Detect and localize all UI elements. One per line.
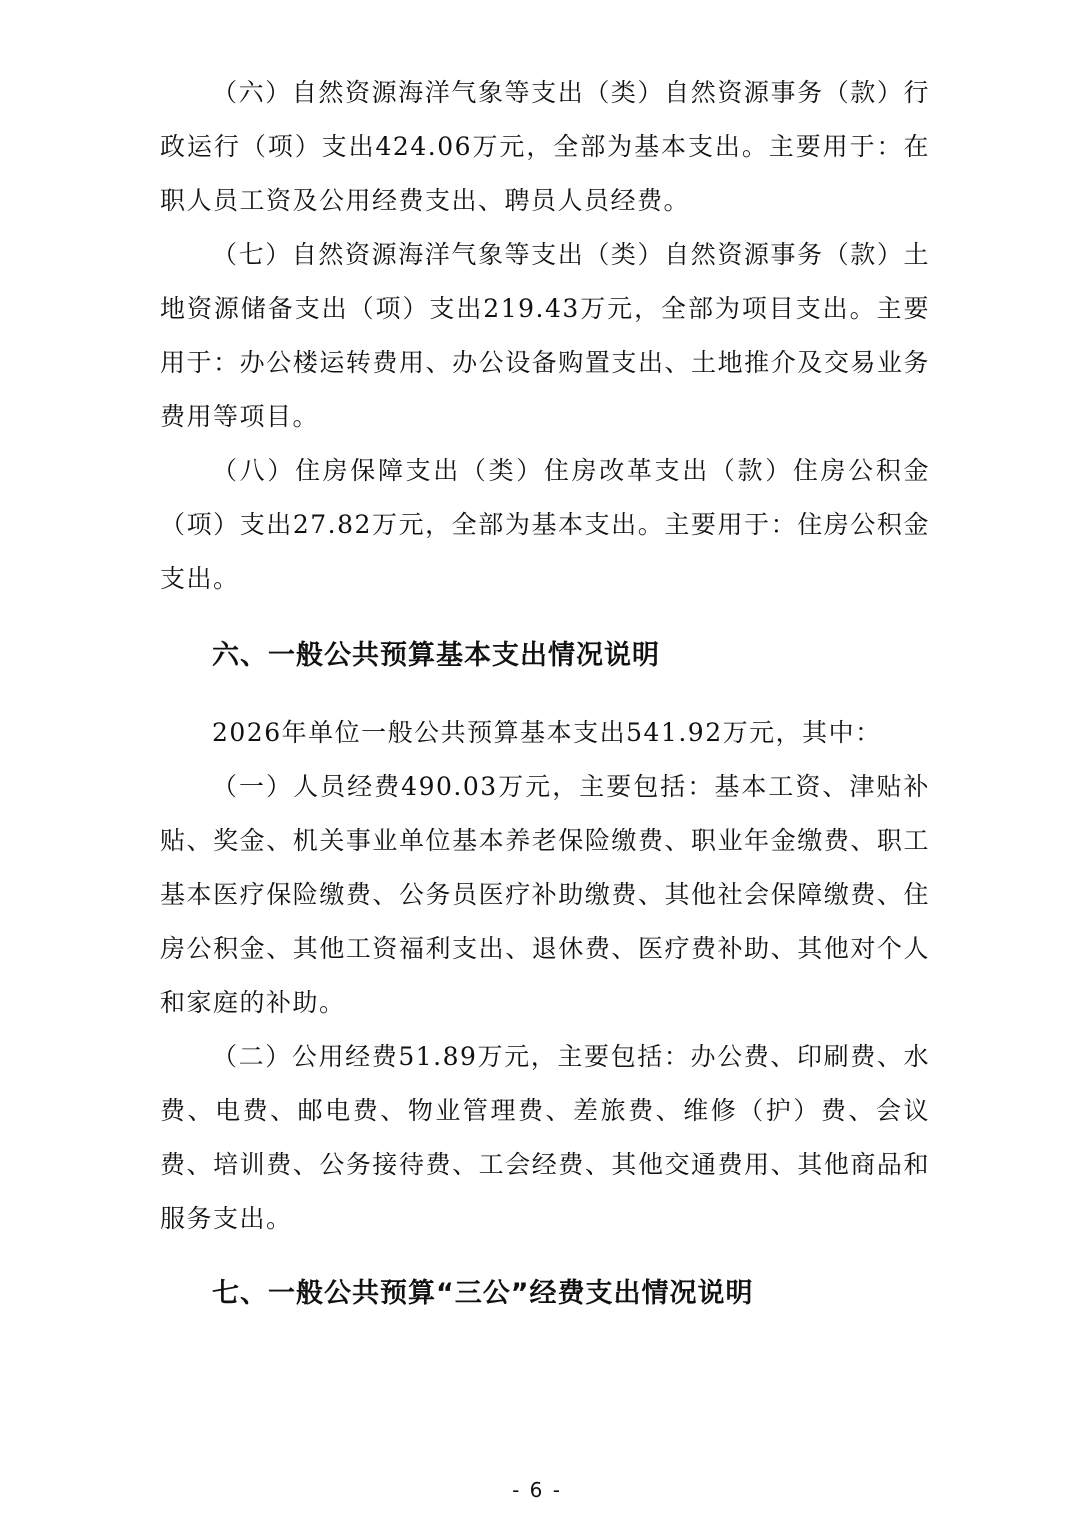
page-number: - 6 -	[512, 1478, 562, 1502]
section-6-intro: 2026年单位一般公共预算基本支出541.92万元，其中：	[212, 718, 882, 747]
section-6-item-1: （一）人员经费490.03万元，主要包括：基本工资、津贴补贴、奖金、机关事业单位基本养老保险缴费、职业年金缴费、职工基本医疗保险缴费、公务员医疗补助缴费、其他社会保障缴费、住房公积金、其他工资福利支出、退休费、医疗费补助、其他对个人和家庭的补助。	[160, 772, 930, 1017]
paragraph-item-8: （八）住房保障支出（类）住房改革支出（款）住房公积金（项）支出27.82万元，全部为基本支出。主要用于：住房公积金支出。	[160, 456, 930, 593]
section-7-heading: 七、一般公共预算“三公”经费支出情况说明	[212, 1278, 754, 1309]
paragraph-item-6: （六）自然资源海洋气象等支出（类）自然资源事务（款）行政运行（项）支出424.06万元，全部为基本支出。主要用于：在职人员工资及公用经费支出、聘员人员经费。	[160, 78, 930, 215]
paragraph-item-7: （七）自然资源海洋气象等支出（类）自然资源事务（款）土地资源储备支出（项）支出219.43万元，全部为项目支出。主要用于：办公楼运转费用、办公设备购置支出、土地推介及交易业务费用等项目。	[160, 240, 930, 431]
section-6-heading: 六、一般公共预算基本支出情况说明	[212, 640, 660, 671]
section-6-item-2: （二）公用经费51.89万元，主要包括：办公费、印刷费、水费、电费、邮电费、物业管理费、差旅费、维修（护）费、会议费、培训费、公务接待费、工会经费、其他交通费用、其他商品和服务支出。	[160, 1042, 930, 1233]
